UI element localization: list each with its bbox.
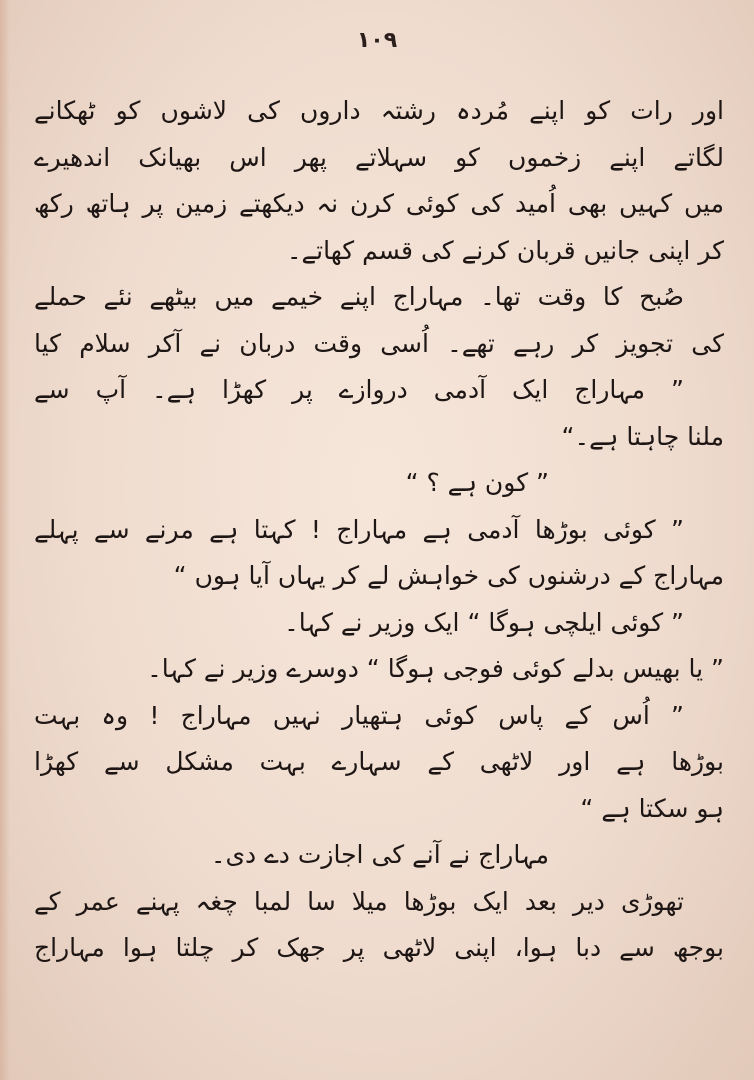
text-line: صُبح کا وقت تھا۔ مہاراج اپنے خیمے میں بیٹھے نئے حملے — [34, 282, 684, 311]
text-line: ملنا چاہتا ہے۔“ — [561, 421, 724, 451]
text-line: تھوڑی دیر بعد ایک بوڑھا میلا سا لمبا چغہ پہنے عمر کے — [34, 886, 684, 916]
text-line: مہاراج نے آنے کی اجازت دے دی۔ — [210, 840, 549, 869]
text-line: ” کوئی بوڑھا آدمی ہے مہاراج ! کہتا ہے مرنے سے پہلے — [34, 514, 684, 544]
page-number: ١٠٩ — [356, 28, 398, 53]
text-line: مہاراج کے درشنوں کی خواہش لے کر یہاں آیا ہوں “ — [173, 561, 724, 590]
page-edge-shadow — [0, 0, 10, 1080]
text-line: کی تجویز کر رہے تھے۔ اُسی وقت دربان نے آکر سلام کیا — [34, 328, 724, 358]
text-line: اور رات کو اپنے مُردہ رشتہ داروں کی لاشوں کو ٹھکانے — [34, 96, 724, 125]
text-line: ” یا بھیس بدلے کوئی فوجی ہوگا “ دوسرے وزیر نے کہا۔ — [147, 654, 724, 683]
text-line: کر اپنی جانیں قربان کرنے کی قسم کھاتے۔ — [286, 235, 724, 265]
text-line: بوجھ سے دبا ہوا، اپنی لاٹھی پر جھک کر چلتا ہوا مہاراج — [34, 933, 724, 962]
text-line: ” اُس کے پاس کوئی ہتھیار نہیں مہاراج ! وہ بہت — [34, 700, 684, 730]
page-body-text — [34, 88, 724, 972]
text-line: میں کہیں بھی اُمید کی کوئی کرن نہ دیکھتے زمین پر ہاتھ رکھ — [34, 189, 724, 218]
text-line: ” کون ہے ؟ “ — [405, 468, 549, 497]
text-line: ” مہاراج ایک آدمی دروازے پر کھڑا ہے۔ آپ سے — [34, 375, 684, 404]
text-line: ” کوئی ایلچی ہوگا “ ایک وزیر نے کہا۔ — [284, 607, 684, 637]
text-line: لگاتے اپنے زخموں کو سہلاتے پھر اس بھیانک اندھیرے — [34, 142, 724, 172]
text-line: بوڑھا ہے اور لاٹھی کے سہارے بہت مشکل سے کھڑا — [34, 747, 724, 776]
text-line: ہو سکتا ہے “ — [580, 793, 724, 823]
